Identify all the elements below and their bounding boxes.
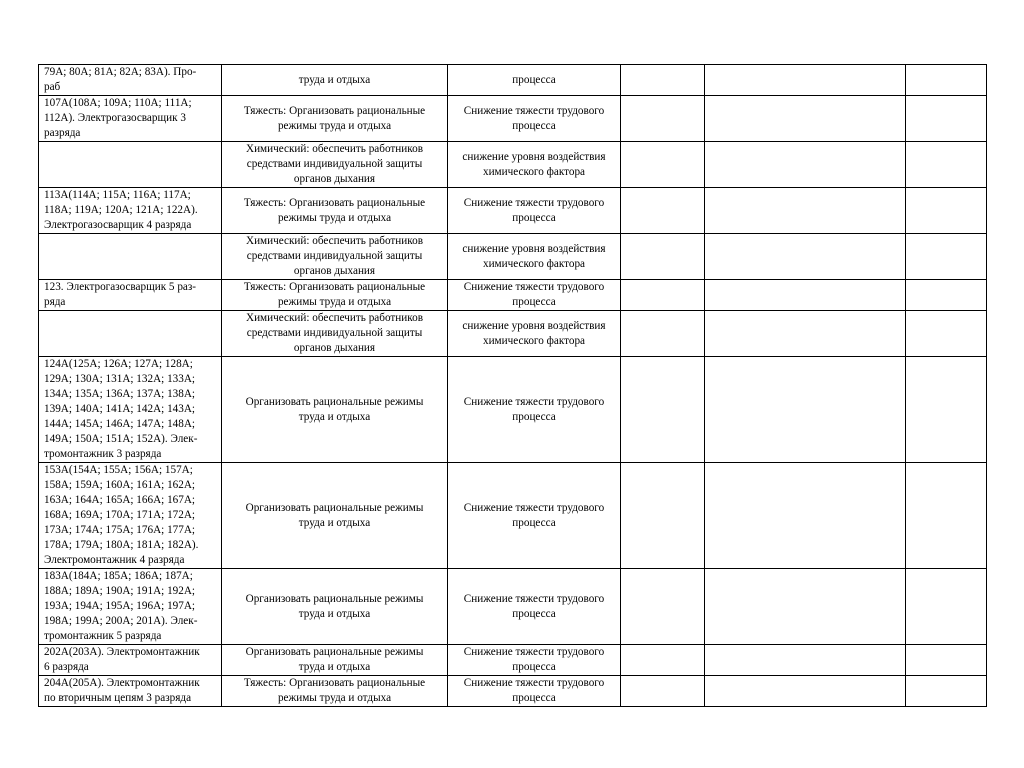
- table-row: [39, 188, 987, 234]
- table-row: [39, 280, 987, 311]
- cell-goal-text: Снижение тяжести трудового процесса: [463, 592, 605, 620]
- table-row: [39, 311, 987, 357]
- cell-goal: [448, 463, 621, 569]
- cell-goal: [448, 142, 621, 188]
- cell-position: [39, 280, 222, 311]
- cell-position-text: 202А(203А). Электромонтажник 6 разряда: [44, 646, 200, 673]
- table-row: [39, 676, 987, 707]
- cell-empty-5: [705, 645, 906, 676]
- cell-measure: [222, 645, 448, 676]
- table-row: [39, 142, 987, 188]
- table-row: [39, 645, 987, 676]
- cell-measure: [222, 142, 448, 188]
- cell-empty-5: [705, 234, 906, 280]
- cell-empty-6: [906, 188, 987, 234]
- cell-empty-5: [705, 569, 906, 645]
- cell-measure-text: Химический: обеспечить работников средствами индивидуальной защиты органов дыхания: [245, 312, 423, 354]
- cell-measure: [222, 65, 448, 96]
- table-row: [39, 65, 987, 96]
- cell-goal-text: Снижение тяжести трудового процесса: [463, 104, 605, 132]
- cell-position-text: 113А(114А; 115А; 116А; 117А; 118А; 119А; 120А; 121А; 122А). Электрогазосварщик 4 разряда: [44, 189, 198, 231]
- cell-empty-6: [906, 569, 987, 645]
- cell-goal: [448, 311, 621, 357]
- cell-empty-5: [705, 65, 906, 96]
- cell-goal-text: Снижение тяжести трудового процесса: [463, 646, 605, 673]
- cell-goal-text: снижение уровня воздействия химического фактора: [462, 150, 606, 178]
- table-row: [39, 569, 987, 645]
- cell-measure: [222, 234, 448, 280]
- cell-measure-text: Химический: обеспечить работников средствами индивидуальной защиты органов дыхания: [245, 235, 423, 277]
- cell-goal: [448, 188, 621, 234]
- cell-position-text: 153А(154А; 155А; 156А; 157А; 158А; 159А; 160А; 161А; 162А; 163А; 164А; 165А; 166А; 167А; 168А; 169А; 170А; 171А; 172А; 173А; 174А; 175А; 176А; 177А; 178А; 179А; 180А; 181А; 182А). Электромонтажник 4 разряда: [44, 464, 199, 566]
- cell-measure-text: Химический: обеспечить работников средствами индивидуальной защиты органов дыхания: [245, 143, 423, 185]
- cell-empty-6: [906, 234, 987, 280]
- cell-empty-5: [705, 280, 906, 311]
- cell-measure-text: Тяжесть: Организовать рациональные режимы труда и отдыха: [243, 281, 426, 308]
- cell-goal: [448, 65, 621, 96]
- cell-position: [39, 311, 222, 357]
- cell-empty-4: [621, 357, 705, 463]
- cell-empty-4: [621, 188, 705, 234]
- table-row: [39, 463, 987, 569]
- cell-goal-text: снижение уровня воздействия химического фактора: [462, 242, 606, 270]
- cell-measure-text: Тяжесть: Организовать рациональные режимы труда и отдыха: [243, 104, 426, 132]
- cell-measure-text: Тяжесть: Организовать рациональные режимы труда и отдыха: [243, 196, 426, 224]
- cell-goal-text: Снижение тяжести трудового процесса: [463, 395, 605, 423]
- cell-empty-4: [621, 142, 705, 188]
- cell-empty-4: [621, 676, 705, 707]
- cell-position-text: 123. Электрогазосварщик 5 раз- ряда: [44, 281, 197, 308]
- cell-empty-5: [705, 463, 906, 569]
- cell-empty-5: [705, 311, 906, 357]
- cell-empty-6: [906, 357, 987, 463]
- table-row: [39, 234, 987, 280]
- cell-empty-4: [621, 463, 705, 569]
- cell-measure-text: Организовать рациональные режимы труда и отдыха: [245, 592, 424, 620]
- cell-empty-4: [621, 280, 705, 311]
- cell-measure: [222, 96, 448, 142]
- cell-goal-text: снижение уровня воздействия химического фактора: [462, 319, 606, 347]
- cell-position: [39, 569, 222, 645]
- cell-goal: [448, 569, 621, 645]
- cell-position: [39, 645, 222, 676]
- cell-measure: [222, 357, 448, 463]
- cell-measure: [222, 463, 448, 569]
- cell-empty-4: [621, 311, 705, 357]
- cell-goal-text: Снижение тяжести трудового процесса: [463, 196, 605, 224]
- cell-measure-text: Организовать рациональные режимы труда и отдыха: [245, 646, 424, 673]
- cell-position: [39, 234, 222, 280]
- cell-empty-5: [705, 357, 906, 463]
- cell-measure-text: Тяжесть: Организовать рациональные режимы труда и отдыха: [243, 677, 426, 704]
- cell-empty-4: [621, 645, 705, 676]
- cell-empty-6: [906, 645, 987, 676]
- table-body: [39, 65, 987, 707]
- cell-goal-text: Снижение тяжести трудового процесса: [463, 677, 605, 704]
- cell-measure: [222, 569, 448, 645]
- cell-empty-6: [906, 463, 987, 569]
- cell-position: [39, 142, 222, 188]
- table-row: [39, 96, 987, 142]
- cell-empty-6: [906, 311, 987, 357]
- cell-goal: [448, 96, 621, 142]
- cell-position: [39, 463, 222, 569]
- cell-position: [39, 96, 222, 142]
- cell-position-text: 79А; 80А; 81А; 82А; 83А). Про- раб: [44, 66, 197, 93]
- cell-position-text: 183А(184А; 185А; 186А; 187А; 188А; 189А; 190А; 191А; 192А; 193А; 194А; 195А; 196А; 197А; 198А; 199А; 200А; 201А). Элек- тромонтажник 5 разряда: [44, 570, 198, 642]
- cell-position-text: 107А(108А; 109А; 110А; 111А; 112А). Электрогазосварщик 3 разряда: [44, 97, 192, 139]
- cell-empty-4: [621, 65, 705, 96]
- cell-position-text: 204А(205А). Электромонтажник по вторичным цепям 3 разряда: [44, 677, 200, 704]
- cell-empty-6: [906, 65, 987, 96]
- cell-position-text: 124А(125А; 126А; 127А; 128А; 129А; 130А; 131А; 132А; 133А; 134А; 135А; 136А; 137А; 138А; 139А; 140А; 141А; 142А; 143А; 144А; 145А; 146А; 147А; 148А; 149А; 150А; 151А; 152А). Элек- тромонтажник 3 разряда: [44, 358, 198, 460]
- cell-empty-6: [906, 280, 987, 311]
- cell-measure: [222, 311, 448, 357]
- cell-empty-4: [621, 569, 705, 645]
- cell-goal: [448, 280, 621, 311]
- cell-measure-text: Организовать рациональные режимы труда и отдыха: [245, 501, 424, 529]
- cell-empty-5: [705, 188, 906, 234]
- cell-goal: [448, 645, 621, 676]
- cell-measure-text: Организовать рациональные режимы труда и отдыха: [245, 395, 424, 423]
- table-row: [39, 357, 987, 463]
- cell-empty-5: [705, 676, 906, 707]
- cell-goal-text: процесса: [512, 73, 556, 86]
- cell-empty-6: [906, 142, 987, 188]
- cell-measure-text: труда и отдыха: [298, 73, 371, 86]
- cell-empty-5: [705, 96, 906, 142]
- cell-position: [39, 188, 222, 234]
- cell-position: [39, 676, 222, 707]
- measures-table: [38, 64, 987, 707]
- cell-position: [39, 65, 222, 96]
- cell-position: [39, 357, 222, 463]
- cell-goal-text: Снижение тяжести трудового процесса: [463, 501, 605, 529]
- cell-goal: [448, 676, 621, 707]
- cell-goal: [448, 234, 621, 280]
- cell-empty-5: [705, 142, 906, 188]
- cell-measure: [222, 280, 448, 311]
- cell-empty-4: [621, 96, 705, 142]
- cell-empty-6: [906, 96, 987, 142]
- cell-goal: [448, 357, 621, 463]
- cell-empty-4: [621, 234, 705, 280]
- cell-goal-text: Снижение тяжести трудового процесса: [463, 281, 605, 308]
- cell-empty-6: [906, 676, 987, 707]
- cell-measure: [222, 188, 448, 234]
- cell-measure: [222, 676, 448, 707]
- document-page: [38, 64, 986, 707]
